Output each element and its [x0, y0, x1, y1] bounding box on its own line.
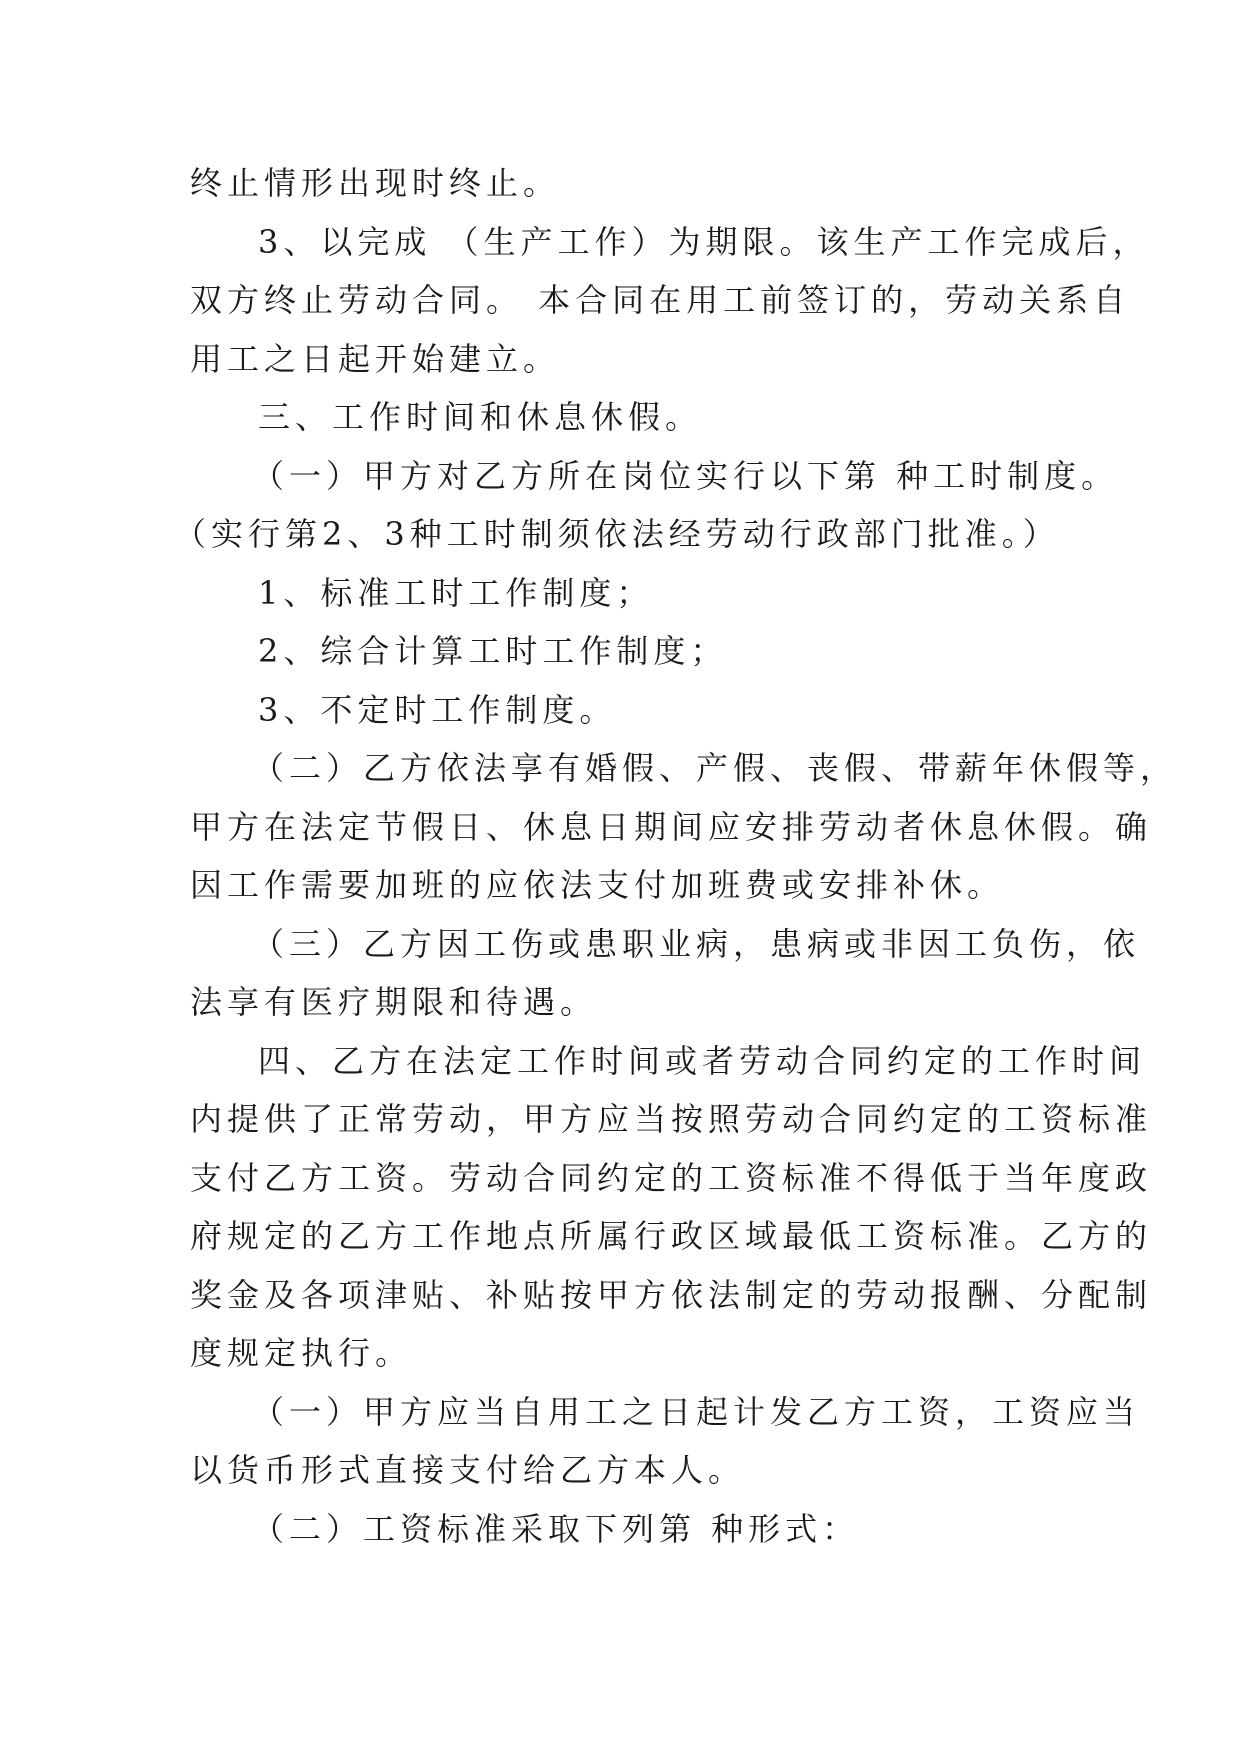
text-line: （实行第2、3种工时制须依法经劳动行政部门批准。）: [174, 515, 1060, 553]
text-line: 用工之日起开始建立。: [190, 339, 561, 378]
text-line: 以货币形式直接支付给乙方本人。: [190, 1451, 746, 1489]
text-line: （二）乙方依法享有婚假、产假、丧假、带薪年休假等，: [252, 749, 1178, 787]
text-line: 因工作需要加班的应依法支付加班费或安排补休。: [190, 866, 1005, 904]
text-line: （一）甲方对乙方所在岗位实行以下第 种工时制度。: [252, 456, 1119, 495]
text-line: 法享有医疗期限和待遇。: [190, 983, 598, 1021]
section-heading: 三、工作时间和休息休假。: [258, 398, 703, 436]
document-body: [174, 154, 1178, 1558]
text-line: 终止情形出现时终止。: [190, 164, 561, 202]
text-line: 3、以完成 （生产工作）为期限。该生产工作完成后，: [258, 222, 1150, 261]
list-item: 3、不定时工作制度。: [258, 690, 617, 729]
text-line: 内提供了正常劳动，甲方应当按照劳动合同约定的工资标准: [190, 1100, 1153, 1138]
text-line: （三）乙方因工伤或患职业病，患病或非因工负伤，依: [252, 924, 1141, 963]
text-line: （二）工资标准采取下列第 种形式：: [252, 1509, 860, 1548]
text-line: 双方终止劳动合同。 本合同在用工前签订的，劳动关系自: [190, 281, 1131, 319]
list-item: 2、综合计算工时工作制度；: [258, 632, 728, 670]
section-heading: 四、乙方在法定工作时间或者劳动合同约定的工作时间: [258, 1041, 1147, 1080]
text-line: （一）甲方应当自用工之日起计发乙方工资，工资应当: [252, 1392, 1141, 1431]
text-line: 度规定执行。: [190, 1334, 413, 1372]
text-line: 奖金及各项津贴、补贴按甲方依法制定的劳动报酬、分配制: [190, 1275, 1153, 1314]
text-line: 府规定的乙方工作地点所属行政区域最低工资标准。乙方的: [190, 1217, 1153, 1255]
list-item: 1、标准工时工作制度；: [258, 573, 654, 612]
text-line: 支付乙方工资。劳动合同约定的工资标准不得低于当年度政: [190, 1158, 1153, 1197]
text-line: 甲方在法定节假日、休息日期间应安排劳动者休息休假。确: [190, 807, 1153, 846]
